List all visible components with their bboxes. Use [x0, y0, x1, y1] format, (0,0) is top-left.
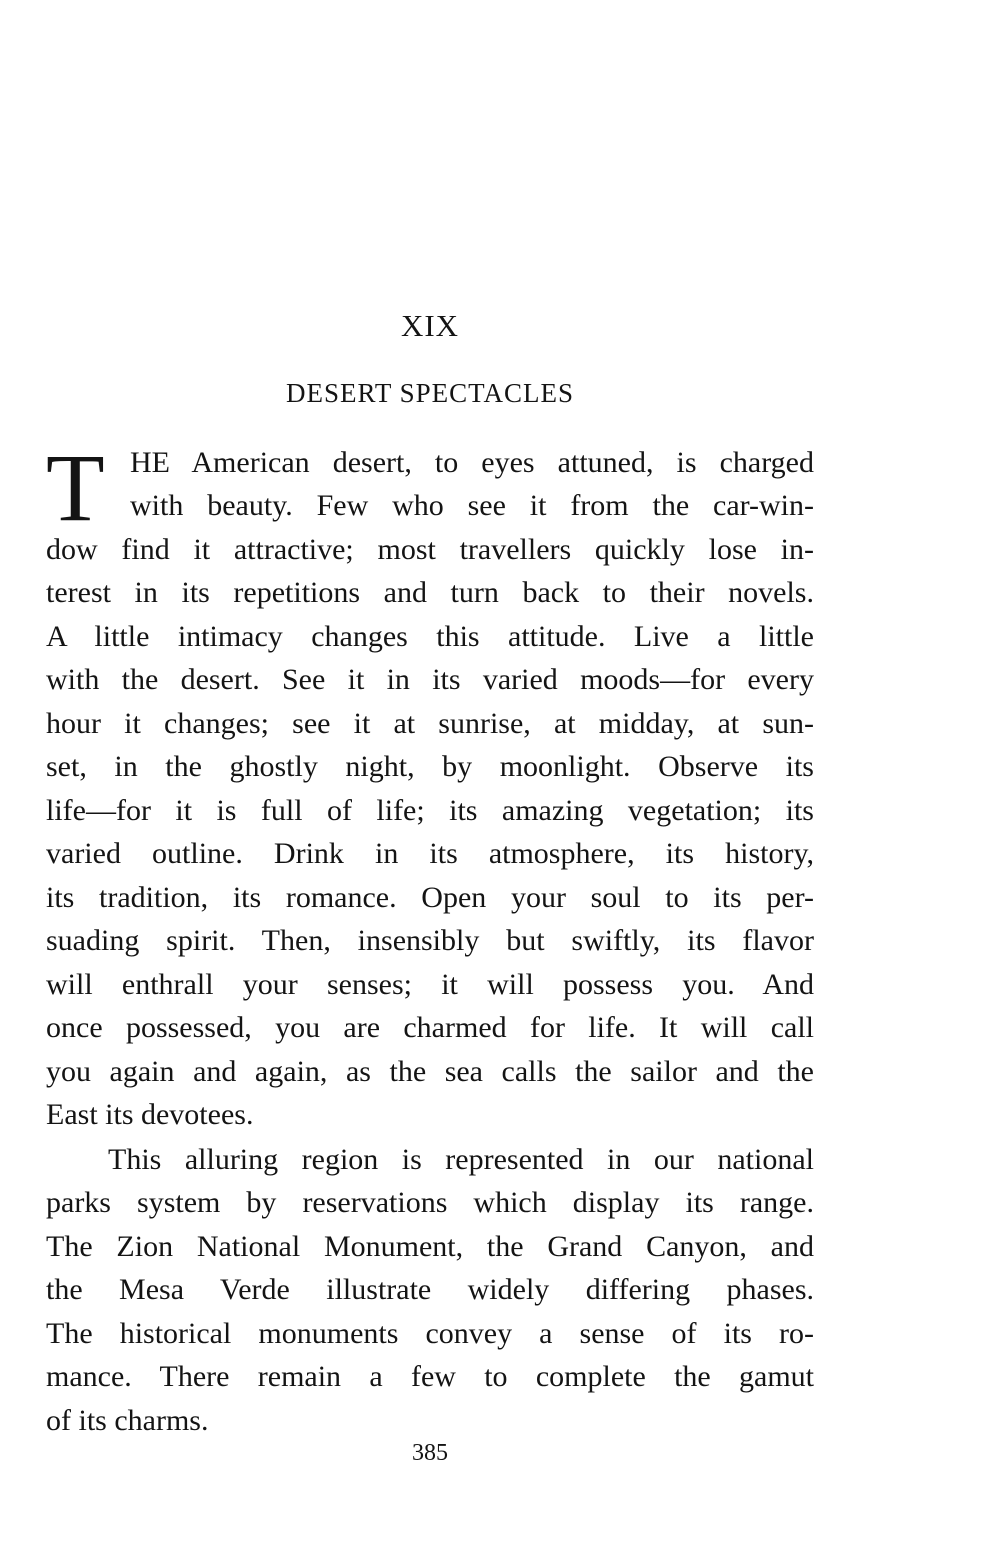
- drop-cap: T: [46, 434, 105, 541]
- text-line: once possessed, you are charmed for life. It will call: [46, 1011, 814, 1044]
- text-line: East its devotees.: [46, 1098, 254, 1131]
- text-line: The Zion National Monument, the Grand Canyon, and: [46, 1230, 814, 1263]
- text-line: with beauty. Few who see it from the car-win-: [130, 489, 814, 522]
- text-line: the Mesa Verde illustrate widely differing phases.: [46, 1273, 814, 1306]
- text-line: HE American desert, to eyes attuned, is charged: [130, 446, 814, 479]
- text-line: A little intimacy changes this attitude. Live a little: [46, 620, 814, 653]
- text-line: set, in the ghostly night, by moonlight. Observe its: [46, 750, 814, 783]
- text-line: parks system by reservations which display its range.: [46, 1186, 814, 1219]
- text-line: hour it changes; see it at sunrise, at midday, at sun-: [46, 707, 814, 740]
- text-line: terest in its repetitions and turn back to their novels.: [46, 576, 814, 609]
- text-line: suading spirit. Then, insensibly but swiftly, its flavor: [46, 924, 814, 957]
- chapter-title: DESERT SPECTACLES: [285, 378, 574, 408]
- page-number: 385: [412, 1440, 448, 1466]
- text-line: will enthrall your senses; it will possess you. And: [46, 968, 814, 1001]
- text-line: you again and again, as the sea calls the sailor and the: [46, 1055, 814, 1088]
- chapter-number: XIX: [400, 308, 460, 343]
- text-line: mance. There remain a few to complete the gamut: [46, 1360, 814, 1393]
- text-line: dow find it attractive; most travellers quickly lose in-: [46, 533, 814, 566]
- text-line: This alluring region is represented in our national: [108, 1143, 814, 1176]
- text-line: The historical monuments convey a sense of its ro-: [46, 1317, 814, 1350]
- text-line: of its charms.: [46, 1404, 209, 1437]
- text-line: with the desert. See it in its varied moods—for every: [46, 663, 814, 696]
- text-line: life—for it is full of life; its amazing vegetation; its: [46, 794, 814, 827]
- text-line: its tradition, its romance. Open your soul to its per-: [46, 881, 814, 914]
- text-line: varied outline. Drink in its atmosphere, its history,: [46, 837, 814, 870]
